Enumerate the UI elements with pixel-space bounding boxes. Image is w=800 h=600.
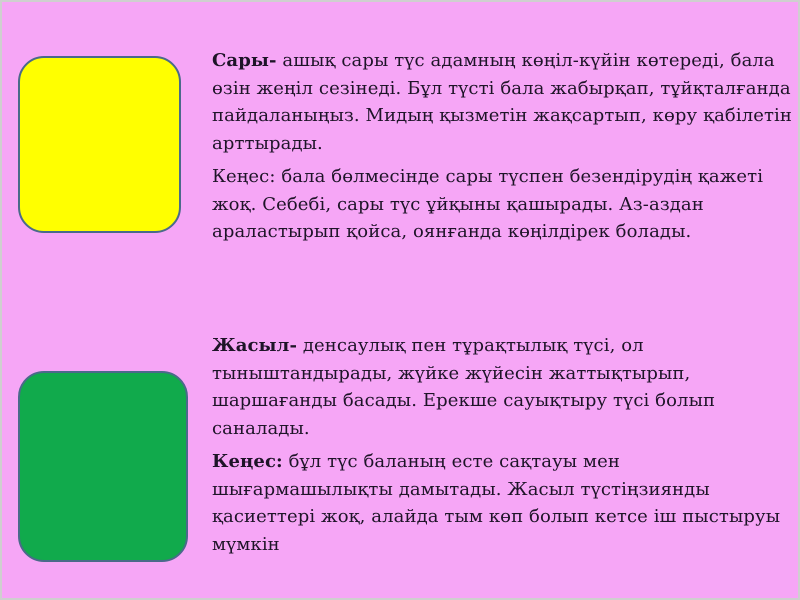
green-advice-label: Кеңес: bbox=[212, 451, 283, 472]
yellow-advice-text: Кеңес: бала бөлмесінде сары түспен безендірудің қажеті жоқ. Себебі, сары түс ұйқыны қашырады. Аз-аздан араластырып қойса, оянғанда көңілдірек болады. bbox=[212, 166, 764, 242]
green-text-block bbox=[212, 332, 792, 564]
green-color-swatch bbox=[18, 371, 188, 562]
yellow-color-swatch bbox=[18, 56, 181, 233]
yellow-description: ашық сары түс адамның көңіл-күйін көтереді, бала өзін жеңіл сезінеді. Бұл түсті бала жабырқап, тұйқталғанда пайдаланыңыз. Мидың қызметін жақсартып, көру қабілетін арттырады. bbox=[212, 50, 793, 154]
green-description: денсаулық пен тұрақтылық түсі, ол тыныштандырады, жүйке жүйесін жаттықтырып, шаршағанды басады. Ерекше сауықтыру түсі болып саналады. bbox=[212, 335, 716, 439]
yellow-text-block bbox=[212, 47, 792, 252]
yellow-advice-paragraph bbox=[212, 163, 792, 246]
green-advice-paragraph bbox=[212, 448, 792, 558]
yellow-term: Сары- bbox=[212, 50, 277, 71]
green-term: Жасыл- bbox=[212, 335, 298, 356]
green-description-paragraph bbox=[212, 332, 792, 442]
yellow-description-paragraph bbox=[212, 47, 792, 157]
green-advice-text: бұл түс баланың есте сақтауы мен шығармашылықты дамытады. Жасыл түстіңзиянды қасиеттері жоқ, алайда тым көп болып кетсе іш пыстыруы мүмкін bbox=[212, 451, 781, 555]
